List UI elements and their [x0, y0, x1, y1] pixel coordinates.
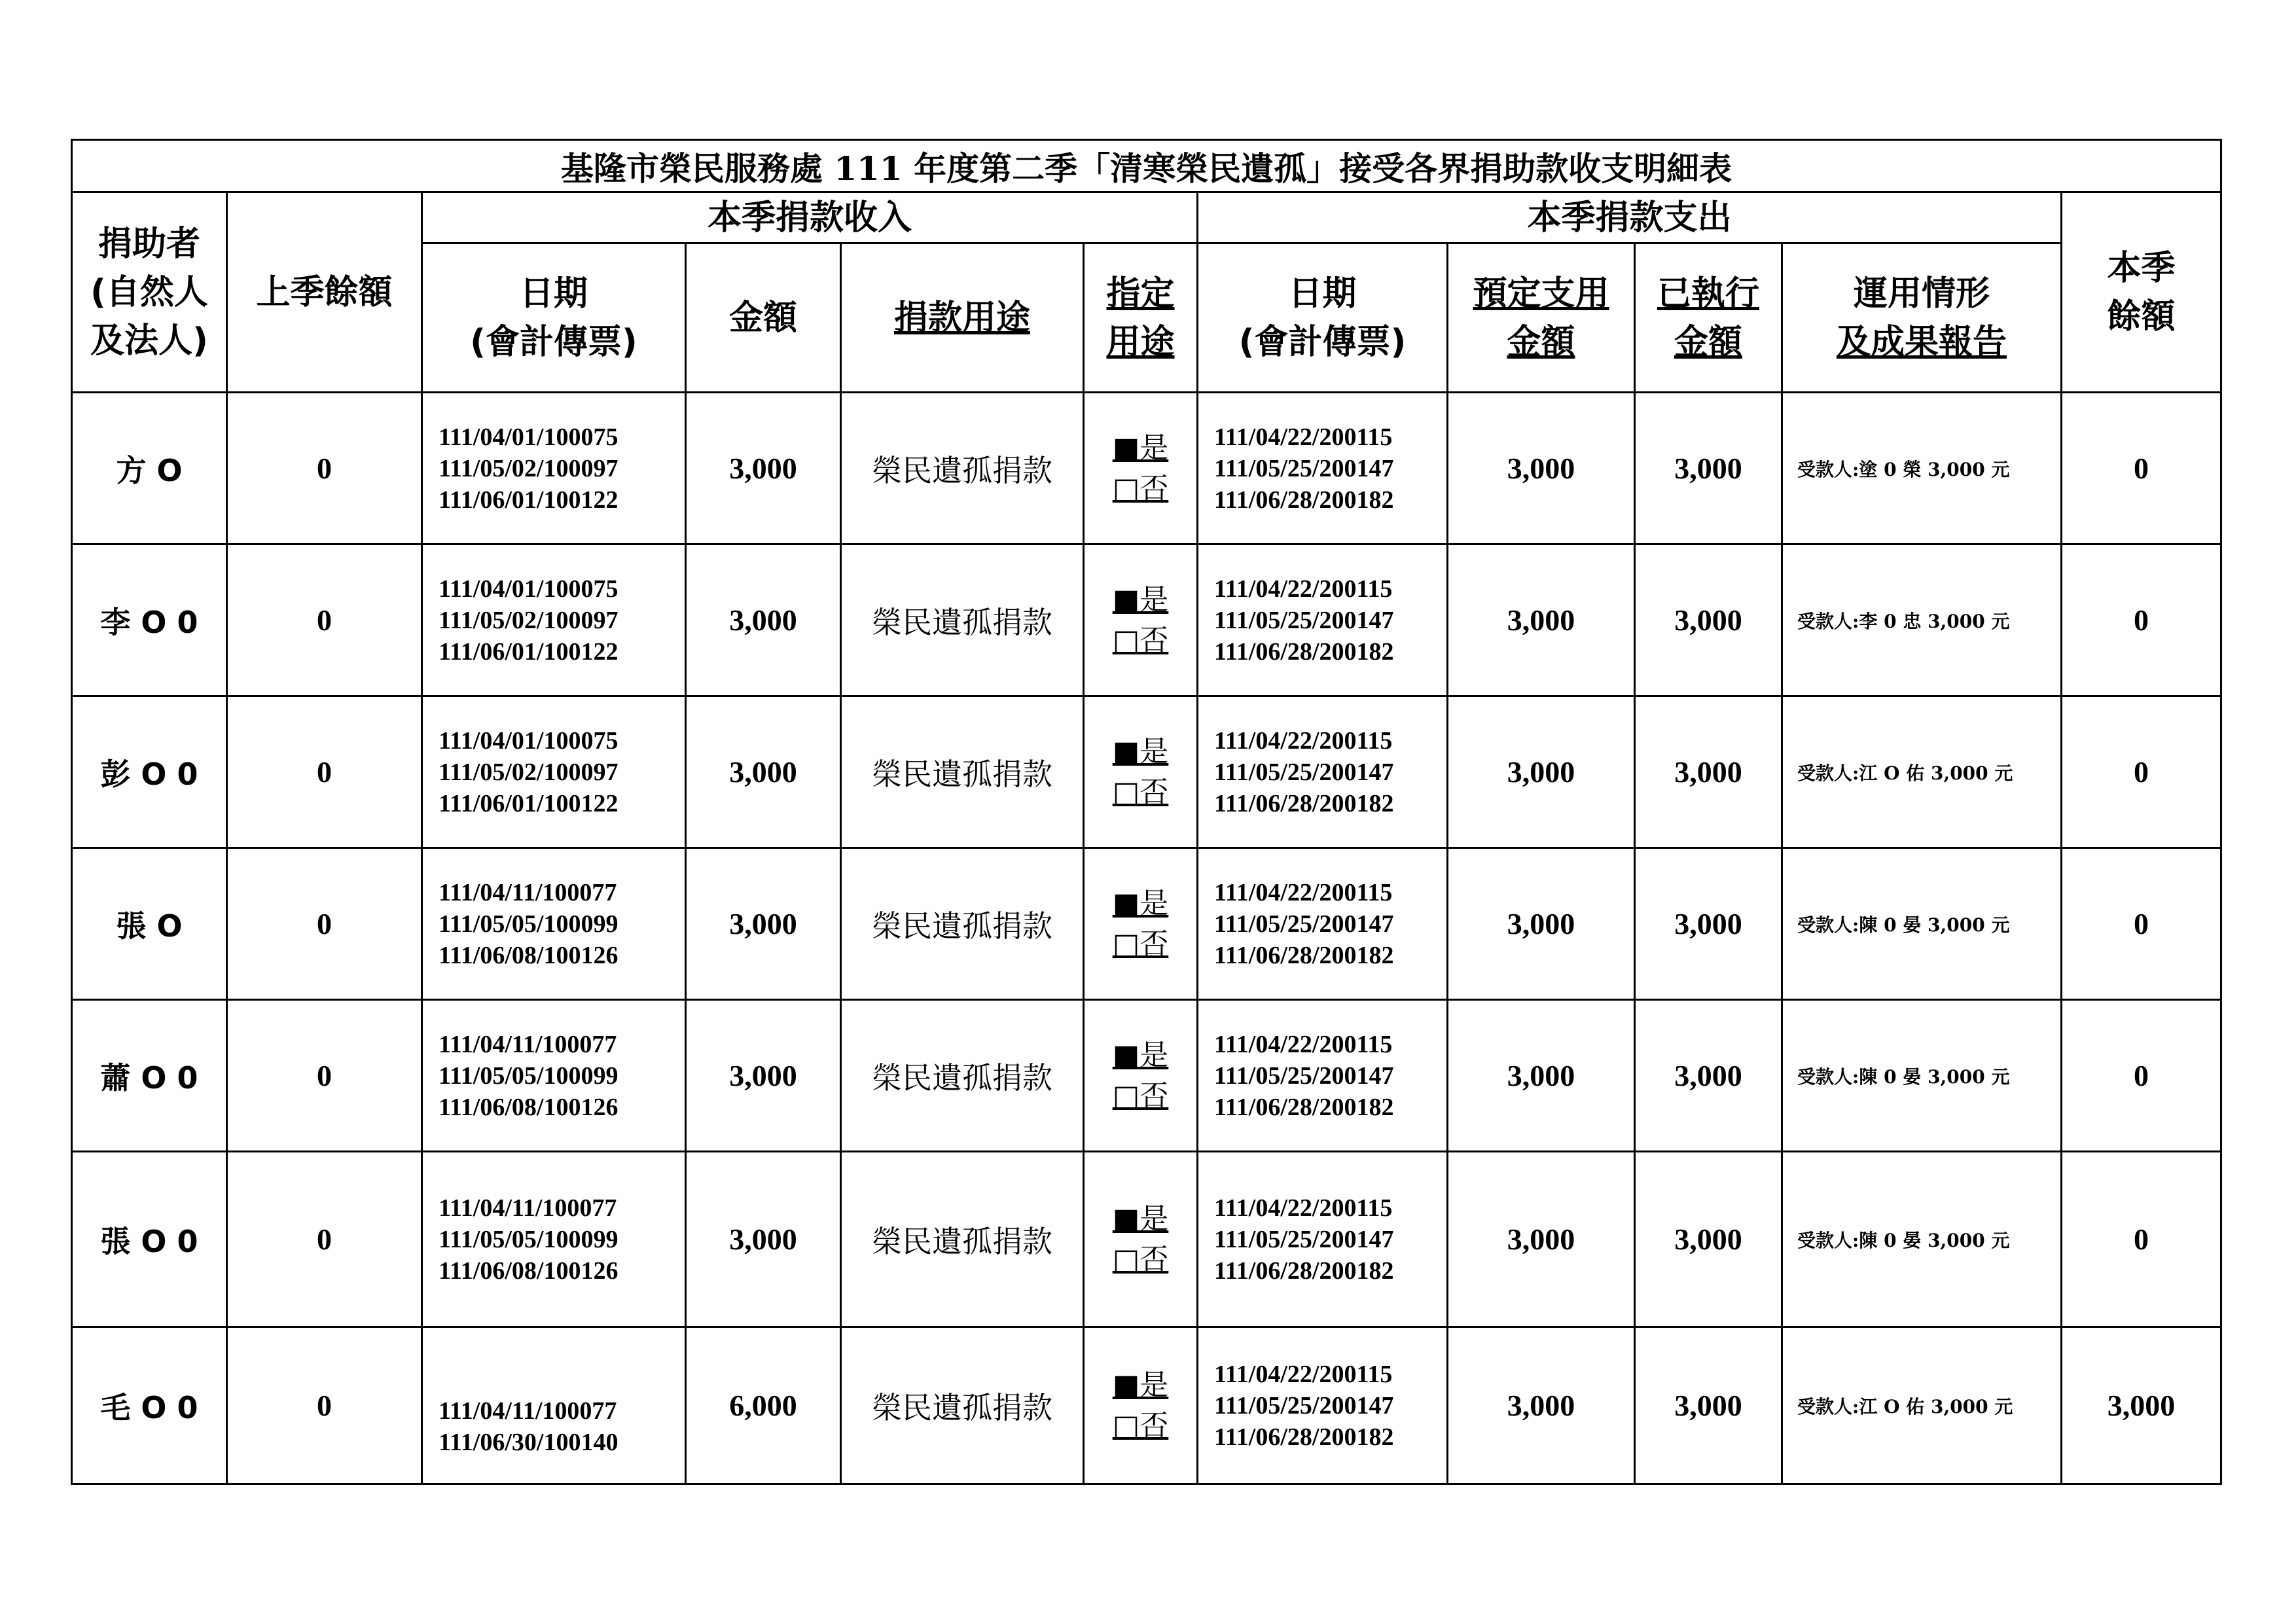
designated-yes: ■是: [1112, 734, 1169, 768]
header-income-date: [422, 243, 686, 393]
purpose-cell: 榮民遺孤捐款: [841, 696, 1084, 848]
prev-balance-cell: 0: [227, 1327, 422, 1484]
header-designated: [1084, 243, 1198, 393]
income-date-line: 111/04/11/100077: [439, 1397, 617, 1425]
amount-cell: 3,000: [686, 1152, 841, 1327]
prev-balance-cell: 0: [227, 696, 422, 848]
planned-cell: 3,000: [1448, 696, 1635, 848]
purpose-cell: 榮民遺孤捐款: [841, 1152, 1084, 1327]
designated-cell: [1084, 393, 1198, 544]
balance-cell: 0: [2062, 696, 2221, 848]
table-row: [72, 1152, 2221, 1327]
expense-date-line: 111/06/28/200182: [1214, 941, 1394, 969]
designated-no: □否: [1112, 775, 1169, 809]
planned-cell: 3,000: [1448, 848, 1635, 1000]
balance-cell: 0: [2062, 544, 2221, 696]
designated-no: □否: [1112, 1408, 1169, 1442]
purpose-cell: 榮民遺孤捐款: [841, 393, 1084, 544]
executed-cell: 3,000: [1635, 1152, 1782, 1327]
designated-yes: ■是: [1112, 1202, 1169, 1236]
executed-cell: 3,000: [1635, 393, 1782, 544]
header-expense-date: [1198, 243, 1448, 393]
header-amount: 金額: [686, 243, 841, 393]
income-dates-cell: [422, 1327, 686, 1484]
income-date-line: 111/04/01/100075: [439, 423, 619, 451]
income-date-line: 111/06/08/100126: [439, 941, 619, 969]
designated-cell: [1084, 696, 1198, 848]
income-date-line: 111/06/01/100122: [439, 486, 619, 514]
designated-yes: ■是: [1112, 431, 1169, 465]
donor-cell: 張 O 0: [72, 1152, 227, 1327]
prev-balance-cell: 0: [227, 393, 422, 544]
planned-cell: 3,000: [1448, 393, 1635, 544]
expense-date-line: 111/06/28/200182: [1214, 789, 1394, 817]
income-date-line: 111/04/11/100077: [439, 878, 617, 906]
designated-no: □否: [1112, 471, 1169, 505]
amount-cell: 3,000: [686, 393, 841, 544]
expense-date-line: 111/05/25/200147: [1214, 758, 1394, 786]
executed-cell: 3,000: [1635, 696, 1782, 848]
header-expense-date-sub: (會計傳票): [1238, 322, 1407, 362]
expense-date-line: 111/05/25/200147: [1214, 1225, 1394, 1253]
table-row: [72, 393, 2221, 544]
report-cell: 受款人:陳 0 晏 3,000 元: [1782, 848, 2062, 1000]
expense-dates-cell: [1198, 1152, 1448, 1327]
report-cell: 受款人:江 O 佑 3,000 元: [1782, 696, 2062, 848]
income-dates-cell: [422, 393, 686, 544]
planned-cell: 3,000: [1448, 1000, 1635, 1152]
income-dates-cell: [422, 696, 686, 848]
donor-cell: 李 O 0: [72, 544, 227, 696]
expense-date-line: 111/05/25/200147: [1214, 454, 1394, 482]
expense-date-line: 111/06/28/200182: [1214, 637, 1394, 666]
income-date-line: 111/06/08/100126: [439, 1257, 619, 1285]
income-dates-cell: [422, 1000, 686, 1152]
designated-yes: ■是: [1112, 1038, 1169, 1072]
amount-cell: 3,000: [686, 544, 841, 696]
expense-date-line: 111/05/25/200147: [1214, 910, 1394, 938]
expense-date-line: 111/06/28/200182: [1214, 1257, 1394, 1285]
expense-dates-cell: [1198, 696, 1448, 848]
report-cell: 受款人:塗 0 榮 3,000 元: [1782, 393, 2062, 544]
designated-yes: ■是: [1112, 1368, 1169, 1402]
income-date-line: 111/06/01/100122: [439, 789, 619, 817]
expense-dates-cell: [1198, 1327, 1448, 1484]
header-donor-label: 捐助者: [98, 224, 200, 264]
expense-date-line: 111/04/22/200115: [1214, 726, 1393, 755]
expense-date-line: 111/05/25/200147: [1214, 1061, 1394, 1090]
header-expense-date-label: 日期: [1288, 274, 1357, 313]
expense-date-line: 111/04/22/200115: [1214, 1030, 1393, 1058]
income-date-line: 111/05/02/100097: [439, 454, 619, 482]
donor-cell: 張 O: [72, 848, 227, 1000]
expense-date-line: 111/04/22/200115: [1214, 1360, 1393, 1388]
header-income-date-label: 日期: [519, 274, 588, 313]
header-designated-line1: 指定: [1106, 274, 1175, 313]
income-date-line: 111/06/08/100126: [439, 1093, 619, 1121]
purpose-cell: 榮民遺孤捐款: [841, 1327, 1084, 1484]
header-prev-balance: 上季餘額: [227, 192, 422, 393]
income-dates-cell: [422, 544, 686, 696]
expense-date-line: 111/04/22/200115: [1214, 1194, 1393, 1222]
designated-cell: [1084, 1327, 1198, 1484]
designated-no: □否: [1112, 623, 1169, 657]
amount-cell: 3,000: [686, 696, 841, 848]
expense-date-line: 111/04/22/200115: [1214, 878, 1393, 906]
header-income-group: 本季捐款收入: [422, 192, 1198, 243]
planned-cell: 3,000: [1448, 1152, 1635, 1327]
header-report: [1782, 243, 2062, 393]
income-date-line: 111/04/01/100075: [439, 726, 619, 755]
header-balance-line2: 餘額: [2107, 296, 2176, 336]
designated-cell: [1084, 1152, 1198, 1327]
income-date-line: 111/05/02/100097: [439, 606, 619, 634]
header-donor: [72, 192, 227, 393]
header-designated-line2: 用途: [1106, 322, 1175, 362]
planned-cell: 3,000: [1448, 544, 1635, 696]
expense-date-line: 111/05/25/200147: [1214, 1391, 1394, 1419]
income-date-line: 111/05/05/100099: [439, 910, 619, 938]
income-date-line: 111/05/05/100099: [439, 1225, 619, 1253]
header-purpose: 捐款用途: [841, 243, 1084, 393]
header-planned-line1: 預定支用: [1473, 274, 1609, 313]
planned-cell: 3,000: [1448, 1327, 1635, 1484]
expense-date-line: 111/06/28/200182: [1214, 1093, 1394, 1121]
expense-dates-cell: [1198, 544, 1448, 696]
header-income-date-sub: (會計傳票): [470, 322, 637, 362]
income-date-line: 111/05/02/100097: [439, 758, 619, 786]
expense-date-line: 111/05/25/200147: [1214, 606, 1394, 634]
table-row: [72, 1327, 2221, 1484]
donor-cell: 彭 O 0: [72, 696, 227, 848]
expense-date-line: 111/04/22/200115: [1214, 575, 1393, 603]
income-dates-cell: [422, 1152, 686, 1327]
expense-date-line: 111/06/28/200182: [1214, 486, 1394, 514]
income-date-line: 111/04/11/100077: [439, 1030, 617, 1058]
designated-no: □否: [1112, 927, 1169, 961]
income-date-line: 111/04/11/100077: [439, 1194, 617, 1222]
table-row: [72, 544, 2221, 696]
income-date-line: 111/05/05/100099: [439, 1061, 619, 1090]
income-date-line: 111/06/01/100122: [439, 637, 619, 666]
balance-cell: 0: [2062, 1152, 2221, 1327]
balance-cell: 0: [2062, 1000, 2221, 1152]
expense-dates-cell: [1198, 848, 1448, 1000]
donor-cell: 蕭 O 0: [72, 1000, 227, 1152]
amount-cell: 6,000: [686, 1327, 841, 1484]
table-row: [72, 1000, 2221, 1152]
designated-yes: ■是: [1112, 886, 1169, 920]
income-dates-cell: [422, 848, 686, 1000]
executed-cell: 3,000: [1635, 544, 1782, 696]
designated-no: □否: [1112, 1242, 1169, 1276]
donor-cell: 方 O: [72, 393, 227, 544]
amount-cell: 3,000: [686, 1000, 841, 1152]
header-executed-line2: 金額: [1674, 322, 1742, 362]
purpose-cell: 榮民遺孤捐款: [841, 1000, 1084, 1152]
executed-cell: 3,000: [1635, 1327, 1782, 1484]
page-title: 基隆市榮民服務處 111 年度第二季「清寒榮民遺孤」接受各界捐助款收支明細表: [72, 140, 2221, 192]
header-report-line1: 運用情形: [1853, 274, 1990, 313]
header-executed-line1: 已執行: [1657, 274, 1759, 313]
income-date-line: 111/06/30/100140: [439, 1429, 619, 1456]
header-expense-group: 本季捐款支出: [1198, 192, 2062, 243]
designated-cell: [1084, 544, 1198, 696]
header-balance-line1: 本季: [2107, 248, 2176, 288]
prev-balance-cell: 0: [227, 1152, 422, 1327]
expense-dates-cell: [1198, 1000, 1448, 1152]
donor-cell: 毛 O 0: [72, 1327, 227, 1484]
income-date-line: 111/04/01/100075: [439, 575, 619, 603]
designated-cell: [1084, 848, 1198, 1000]
balance-cell: 3,000: [2062, 1327, 2221, 1484]
purpose-cell: 榮民遺孤捐款: [841, 848, 1084, 1000]
purpose-cell: 榮民遺孤捐款: [841, 544, 1084, 696]
prev-balance-cell: 0: [227, 544, 422, 696]
prev-balance-cell: 0: [227, 1000, 422, 1152]
prev-balance-cell: 0: [227, 848, 422, 1000]
table-row: [72, 696, 2221, 848]
amount-cell: 3,000: [686, 848, 841, 1000]
report-cell: 受款人:陳 0 晏 3,000 元: [1782, 1000, 2062, 1152]
header-executed: [1635, 243, 1782, 393]
designated-cell: [1084, 1000, 1198, 1152]
table-row: [72, 848, 2221, 1000]
designated-no: □否: [1112, 1079, 1169, 1113]
expense-dates-cell: [1198, 393, 1448, 544]
balance-cell: 0: [2062, 393, 2221, 544]
report-cell: 受款人:陳 0 晏 3,000 元: [1782, 1152, 2062, 1327]
designated-yes: ■是: [1112, 582, 1169, 616]
donation-statement: [71, 139, 2220, 1485]
expense-date-line: 111/04/22/200115: [1214, 423, 1393, 451]
header-planned: [1448, 243, 1635, 393]
statement-table: [71, 139, 2222, 1485]
report-cell: 受款人:李 0 忠 3,000 元: [1782, 544, 2062, 696]
executed-cell: 3,000: [1635, 1000, 1782, 1152]
report-cell: 受款人:江 O 佑 3,000 元: [1782, 1327, 2062, 1484]
executed-cell: 3,000: [1635, 848, 1782, 1000]
header-report-line2: 及成果報告: [1836, 322, 2007, 362]
header-donor-sub: (自然人及法人): [90, 272, 208, 361]
header-planned-line2: 金額: [1507, 322, 1575, 362]
balance-cell: 0: [2062, 848, 2221, 1000]
expense-date-line: 111/06/28/200182: [1214, 1423, 1394, 1451]
header-balance: [2062, 192, 2221, 393]
